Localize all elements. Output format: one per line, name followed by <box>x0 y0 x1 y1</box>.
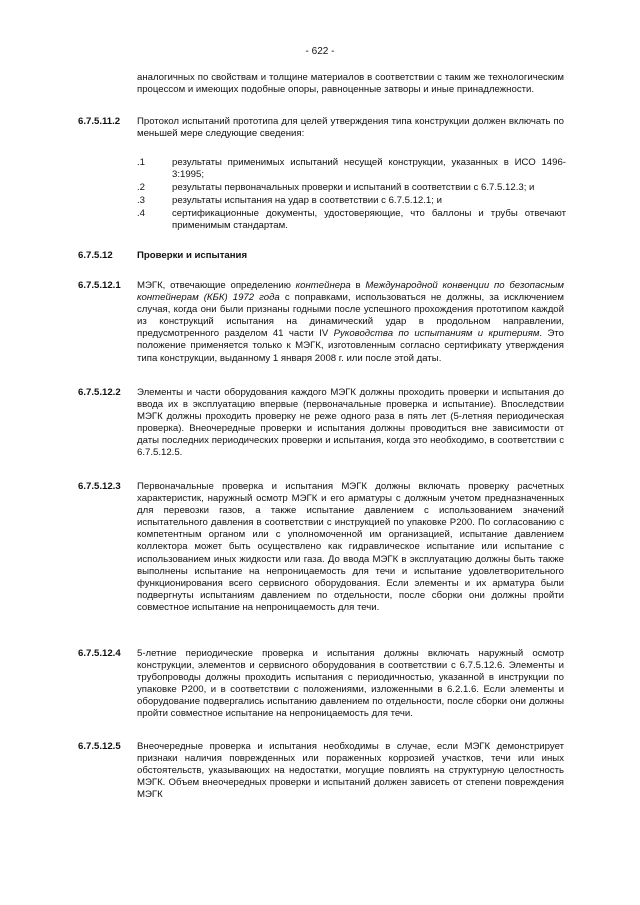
section-number: 6.7.5.12.5 <box>78 741 121 752</box>
italic-term: Международной конвенции по безопасным контейнерам (КБК) 1972 года <box>137 280 564 304</box>
section-number: 6.7.5.12.2 <box>78 387 121 398</box>
section-text: Протокол испытаний прототипа для целей утверждения типа конструкции должен включать по меньшей мере следующие сведения: <box>137 116 564 140</box>
section-6-7-5-12-3 <box>78 481 566 614</box>
text-run: . Это положение применяется только к МЭГК, изготовленным согласно сертификату утверждения типа конструкции, выданному 1 января 2008 г. или после этой даты. <box>137 328 564 364</box>
intro-continuation: аналогичных по свойствам и толщине материалов в соответствии с таким же технологическим процессом и имеющих подобные опоры, равноценные затворы и иные принадлежности. <box>137 72 564 96</box>
section-6-7-5-12 <box>78 250 566 262</box>
list-item-text: сертификационные документы, удостоверяющие, что баллоны и трубы отвечают применимым стандартам. <box>172 208 566 232</box>
section-text <box>137 280 564 365</box>
text-run: с поправками, использоваться не должны, за исключением случая, когда они были признаны годными после успешного прохождения прототипом каждой из конструкций испытания на динамический удар в продольном направлении, предусмотренного разделом 41 части IV <box>137 292 564 340</box>
list-item-text: результаты применимых испытаний несущей конструкции, указанных в ИСО 1496-3:1995; <box>172 157 566 181</box>
list-item-text: результаты первоначальных проверки и испытаний в соответствии с 6.7.5.12.3; и <box>172 182 535 194</box>
list-item-marker: .2 <box>137 182 146 194</box>
list-item <box>137 182 566 194</box>
section-6-7-5-12-5 <box>78 741 566 801</box>
section-number: 6.7.5.12.1 <box>78 280 121 291</box>
list-item <box>137 157 566 181</box>
list-item <box>137 208 566 232</box>
section-heading: Проверки и испытания <box>137 250 248 261</box>
text-run: в <box>350 280 366 291</box>
section-text: Первоначальные проверка и испытания МЭГК должны включать проверку расчетных характеристик, наружный осмотр МЭГК и его арматуры с должным учетом предназначенных для перевозки газов, а также испытание давлением с использованием значений испытательного давления в соответствии с инструкцией по упаковке P200. По согласованию с компетентным органом или с уполномоченной им организацией, испытание давлением коллектора может быть осуществлено как гидравлическое испытание или испытание с использованием иных жидкости или газа. До ввода МЭГК в эксплуатацию должны быть также выполнены испытание на непроницаемость для течи и испытание удовлетворительного функционирования всего сервисного оборудования. Если элементы и их арматура были подвергнуты испытаниям давлением по отдельности, после сборки они должны пройти совместное испытание на непроницаемость для течи. <box>137 481 564 613</box>
list-item-marker: .1 <box>137 157 146 168</box>
list-item-marker: .3 <box>137 195 146 207</box>
section-number: 6.7.5.11.2 <box>78 116 121 127</box>
intro-continuation-block <box>78 72 566 96</box>
list-item-text: результаты испытания на удар в соответствии с 6.7.5.12.1; и <box>172 195 442 207</box>
page-number: - 622 - <box>305 46 335 57</box>
section-number: 6.7.5.12 <box>78 250 113 261</box>
section-text: Элементы и части оборудования каждого МЭГК должны проходить проверки и испытания до ввода их в эксплуатацию впервые (первоначальные проверка и испытание). Впоследствии МЭГК должны проходить проверку не реже одного раза в пять лет (5-летняя периодическая проверка). Внеочередные проверки и испытания должны проводиться вне зависимости от даты последних периодических проверки и испытания, когда это необходимо, в соответствии с 6.7.5.12.5. <box>137 387 564 459</box>
section-number: 6.7.5.12.3 <box>78 481 121 492</box>
section-text: Внеочередные проверка и испытания необходимы в случае, если МЭГК демонстрирует признаки наличия поврежденных или пораженных коррозией участков, течи или иных обстоятельств, указывающих на недостатки, могущие повлиять на структурную целостность МЭГК. Объем внеочередных проверки и испытаний должен зависеть от степени повреждения МЭГК <box>137 741 564 801</box>
section-6-7-5-11-2 <box>78 116 566 140</box>
section-6-7-5-12-4 <box>78 648 566 721</box>
section-6-7-5-12-1 <box>78 280 566 365</box>
list-item <box>137 195 566 207</box>
italic-term: контейнера <box>295 280 351 291</box>
section-number: 6.7.5.12.4 <box>78 648 121 659</box>
section-6-7-5-12-2 <box>78 387 566 460</box>
list-item-marker: .4 <box>137 208 146 220</box>
requirements-list <box>137 157 566 233</box>
italic-term: Руководства по испытаниям и критериям <box>333 328 540 340</box>
section-text: 5-летние периодические проверка и испытания должны включать наружный осмотр конструкции, элементов и сервисного оборудования в соответствии с 6.7.5.12.6. Элементы и трубопроводы должны проходить испытания с периодичностью, указанной в инструкции по упаковке P200, и в соответствии с положениями, изложенными в 6.2.1.6. Если элементы и оборудование подвергались испытанию давлением по отдельности, после сборки они должны пройти совместное испытание на непроницаемость для течи. <box>137 648 564 720</box>
text-run: МЭГК, отвечающие определению <box>137 280 296 291</box>
